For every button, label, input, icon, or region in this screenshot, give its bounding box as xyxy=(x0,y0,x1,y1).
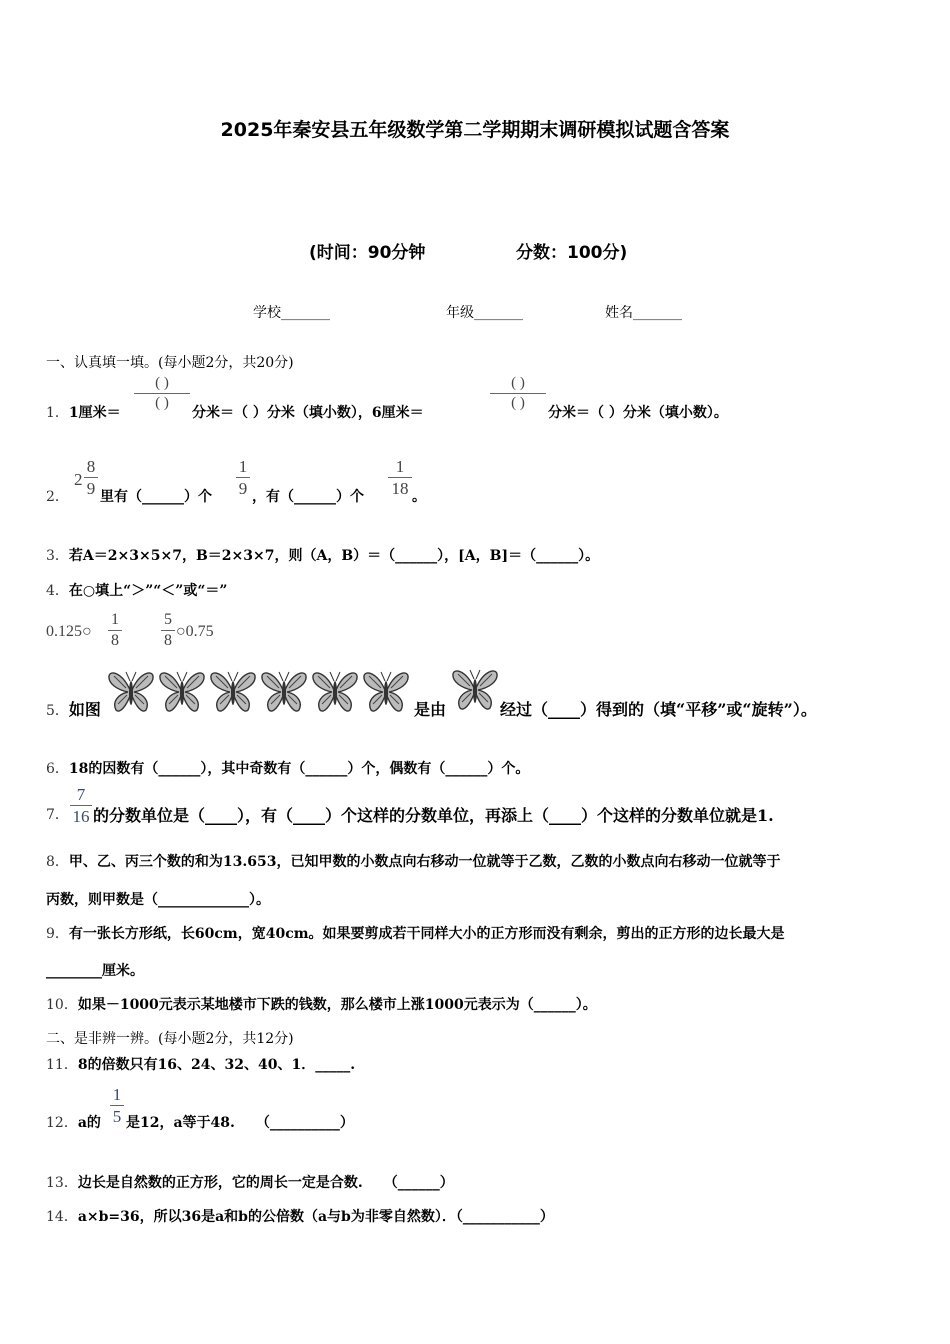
butterfly-icon xyxy=(261,668,307,716)
butterfly-icon xyxy=(108,668,154,716)
q5-part-c: 经过（____）得到的（填“平移”或“旋转”）。 xyxy=(500,700,817,719)
question-7-number: 7． xyxy=(46,807,69,823)
question-8-line1: 8．甲、乙、丙三个数的和为13.653，已知甲数的小数点向右移动一位就等于乙数，乙数的小数点向右移动一位就等于 xyxy=(46,854,781,870)
q4-fraction-2: 5 8 xyxy=(161,612,175,649)
school-field: 学校_______ xyxy=(253,305,330,321)
q2-fraction-2: 1 9 xyxy=(236,458,250,497)
q1-fraction-2-denominator: ( ) xyxy=(511,395,525,411)
butterfly-icon xyxy=(159,668,205,716)
q5-part-b: 是由 xyxy=(414,700,447,719)
question-1 xyxy=(46,402,121,422)
q4-left-compare: 0.125○ xyxy=(46,623,92,640)
exam-score: 分数：100分) xyxy=(516,243,628,263)
butterfly-icon xyxy=(363,668,409,716)
q2-fraction-1: 8 9 xyxy=(84,458,98,497)
question-10: 10．如果－1000元表示某地楼市下跌的钱数，那么楼市上涨1000元表示为（______）。 xyxy=(46,997,597,1013)
page-title: 2025年秦安县五年级数学第二学期期末调研模拟试题含答案 xyxy=(220,119,730,141)
q1-fraction-2-numerator: ( ) xyxy=(511,375,525,391)
q4-fraction-1: 1 8 xyxy=(108,612,122,649)
q1-fraction-1-denominator: ( ) xyxy=(155,395,169,411)
question-11: 11．8的倍数只有16、24、32、40、1．_____. xyxy=(46,1057,356,1073)
name-field: 姓名_______ xyxy=(605,305,682,321)
q7-fraction: 7 16 xyxy=(70,786,92,825)
question-8-line2: 丙数，则甲数是（_____________）。 xyxy=(46,892,270,908)
exam-time: (时间：90分钟 xyxy=(309,243,426,263)
question-6: 6．18的因数有（______），其中奇数有（______）个，偶数有（______）个。 xyxy=(46,761,530,777)
q2-whole: 2 xyxy=(74,470,83,489)
question-3: 3．若A＝2×3×5×7，B＝2×3×7，则（A，B）＝（______），[A，B]＝（______）。 xyxy=(46,548,600,564)
question-12-intro: 12．a的 xyxy=(46,1115,101,1131)
q1-part-a: 1厘米＝ xyxy=(68,405,121,421)
question-12-text: 是12，a等于48. （__________） xyxy=(126,1115,354,1131)
q1-fraction-1-numerator: ( ) xyxy=(155,375,169,391)
q4-right-compare: ○0.75 xyxy=(176,623,214,640)
grade-field: 年级_______ xyxy=(446,305,523,321)
butterfly-icon xyxy=(210,668,256,716)
q1-fraction-2 xyxy=(490,376,546,411)
q2-part-b: ，有（______）个 xyxy=(252,489,364,505)
question-7-text: 的分数单位是（____），有（____）个这样的分数单位，再添上（____）个这样的分数单位就是1. xyxy=(93,806,774,825)
question-4: 4．在○填上“＞”“＜”或“＝” xyxy=(46,583,228,599)
q2-part-c: 。 xyxy=(412,489,426,505)
question-9-line2: ________厘米。 xyxy=(46,963,144,979)
q1-part-c: 分米＝（ ）分米（填小数）。 xyxy=(548,405,728,421)
question-number: 1． xyxy=(46,405,69,421)
butterfly-icon xyxy=(312,668,358,716)
q2-fraction-3: 1 18 xyxy=(388,458,412,497)
question-2-number: 2． xyxy=(46,489,69,505)
question-5-intro: 5．如图 xyxy=(46,700,101,719)
q1-part-b: 分米＝（ ）分米（填小数），6厘米＝ xyxy=(192,405,424,421)
butterfly-icon xyxy=(452,666,498,714)
q2-part-a: 里有（______）个 xyxy=(100,489,212,505)
question-13: 13．边长是自然数的正方形，它的周长一定是合数. （______） xyxy=(46,1175,454,1191)
section-2-heading: 二、是非辨一辨。(每小题2分，共12分) xyxy=(46,1031,294,1047)
section-1-heading: 一、认真填一填。(每小题2分，共20分) xyxy=(46,355,294,371)
q1-fraction-1 xyxy=(134,376,190,411)
q12-fraction: 1 5 xyxy=(110,1086,124,1125)
question-9-line1: 9．有一张长方形纸，长60cm，宽40cm。如果要剪成若干同样大小的正方形而没有剩余，剪出的正方形的边长最大是 xyxy=(46,926,785,942)
question-14: 14．a×b=36，所以36是a和b的公倍数（a与b为非零自然数）．（___________） xyxy=(46,1209,554,1225)
